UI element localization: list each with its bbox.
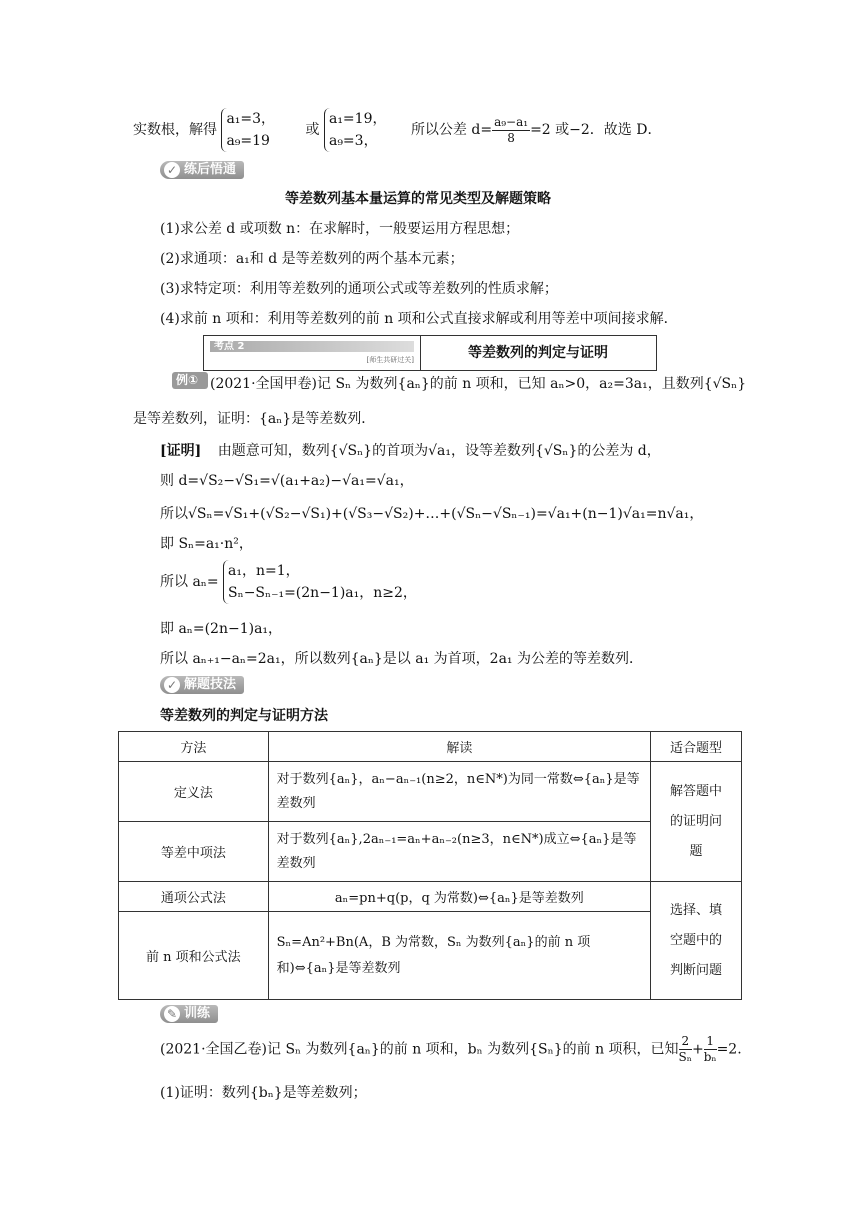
method-name: 等差中项法 xyxy=(119,822,269,882)
difference-fraction xyxy=(492,115,530,146)
type-judge: 选择、填空题中的判断问题 xyxy=(651,882,742,1000)
table-row xyxy=(119,882,742,912)
system-1-eq2: a₉=19 xyxy=(226,133,270,149)
system-2 xyxy=(324,108,387,152)
system-2-eq1: a₁=19， xyxy=(328,111,387,127)
fraction-denominator: bₙ xyxy=(703,1050,717,1064)
training-question-1: (1)证明：数列{bₙ}是等差数列； xyxy=(160,1085,367,1101)
proof-text: 由题意可知，数列{√Sₙ}的首项为√a₁，设等差数列{√Sₙ}的公差为 d， xyxy=(217,443,661,459)
fraction-numerator: a₉−a₁ xyxy=(494,114,529,129)
method-desc: Sₙ=An²+Bn(A，B 为常数，Sₙ 为数列{aₙ}的前 n 项和)⇔{aₙ}是等差数列 xyxy=(268,912,650,1000)
kaodian-tag: [师生共研过关] xyxy=(366,356,414,364)
strategy-item: (2)求通项：a₁和 d 是等差数列的两个基本元素； xyxy=(160,251,464,267)
proof-line-7: 所以 aₙ₊₁−aₙ=2a₁，所以数列{aₙ}是以 a₁ 为首项，2a₁ 为公差的等差数列． xyxy=(160,651,643,667)
method-name: 前 n 项和公式法 xyxy=(119,912,269,1000)
methods-table xyxy=(118,731,742,1000)
fraction-1-over-bn xyxy=(704,1034,717,1065)
method-desc: 对于数列{aₙ},2aₙ₋₁=aₙ+aₙ₋₂(n≥3，n∈N*)成立⇔{aₙ}是等差数列 xyxy=(268,822,650,882)
technique-badge xyxy=(160,676,244,694)
header-type: 适合题型 xyxy=(651,732,742,762)
kaodian-title: 等差数列的判定与证明 xyxy=(468,345,608,361)
proof-line-3: 所以√Sₙ=√S₁+(√S₂−√S₁)+(√S₃−√S₂)+…+(√Sₙ−√Sₙ₋₁)=√a₁+(n−1)√a₁=n√a₁， xyxy=(160,506,704,522)
table-row xyxy=(119,822,742,882)
training-line-1 xyxy=(160,1034,742,1065)
pencil-icon: ✎ xyxy=(164,1006,180,1022)
training-badge xyxy=(160,1005,218,1023)
method-desc: 对于数列{aₙ}，aₙ−aₙ₋₁(n≥2，n∈N*)为同一常数⇔{aₙ}是等差数列 xyxy=(268,762,650,822)
table-row xyxy=(119,762,742,822)
table-header-row xyxy=(119,732,742,762)
header-desc: 解读 xyxy=(268,732,650,762)
training-suffix: =2. xyxy=(716,1041,742,1058)
conclusion-suffix: =2 或−2．故选 D． xyxy=(530,122,662,138)
piecewise-prefix: 所以 aₙ= xyxy=(160,574,219,590)
method-desc: aₙ=pn+q(p，q 为常数)⇔{aₙ}是等差数列 xyxy=(268,882,650,912)
technique-badge-label: 解题技法 xyxy=(184,677,237,692)
methods-title: 等差数列的判定与证明方法 xyxy=(160,708,328,724)
fraction-denominator: 8 xyxy=(507,130,515,145)
proof-line-6: 即 aₙ=(2n−1)a₁， xyxy=(160,621,283,637)
strategy-title: 等差数列基本量运算的常见类型及解题策略 xyxy=(285,191,551,207)
proof-piecewise xyxy=(160,560,417,604)
system-1 xyxy=(221,108,275,152)
piecewise-case-2: Sₙ−Sₙ₋₁=(2n−1)a₁，n≥2， xyxy=(228,585,417,601)
check-icon: ✓ xyxy=(164,677,180,693)
or-word: 或 xyxy=(305,122,320,138)
proof-line-2: 则 d=√S₂−√S₁=√(a₁+a₂)−√a₁=√a₁， xyxy=(160,473,414,489)
method-name: 定义法 xyxy=(119,762,269,822)
intro-prefix: 实数根，解得 xyxy=(133,122,217,138)
conclusion-prefix: 所以公差 d= xyxy=(410,122,493,138)
fraction-denominator: Sₙ xyxy=(678,1050,692,1064)
fraction-2-over-Sn xyxy=(679,1034,692,1065)
intro-line xyxy=(133,108,661,152)
table-row xyxy=(119,912,742,1000)
example-badge: 例① xyxy=(172,372,208,389)
system-2-eq2: a₉=3， xyxy=(328,133,378,149)
strategy-item: (4)求前 n 项和：利用等差数列的前 n 项和公式直接求解或利用等差中项间接求解． xyxy=(160,311,678,327)
practice-badge-label: 练后悟通 xyxy=(184,162,237,177)
kaodian-left xyxy=(204,336,421,370)
piecewise-case-1: a₁，n=1， xyxy=(228,563,300,579)
system-1-eq1: a₁=3， xyxy=(226,111,276,127)
type-proof: 解答题中的证明问题 xyxy=(651,762,742,882)
training-badge-label: 训练 xyxy=(184,1006,211,1021)
fraction-numerator: 2 xyxy=(679,1034,692,1050)
check-icon: ✓ xyxy=(164,162,180,178)
method-name: 通项公式法 xyxy=(119,882,269,912)
plus-sign: + xyxy=(691,1041,704,1058)
proof-label: [证明] xyxy=(160,443,202,459)
proof-line-1 xyxy=(160,440,661,460)
header-method: 方法 xyxy=(119,732,269,762)
example-line-2: 是等差数列，证明：{aₙ}是等差数列． xyxy=(133,411,376,427)
practice-badge xyxy=(160,161,244,179)
training-text: (2021·全国乙卷)记 Sₙ 为数列{aₙ}的前 n 项和，bₙ 为数列{Sₙ}的前 n 项积，已知 xyxy=(160,1041,679,1058)
strategy-item: (1)求公差 d 或项数 n：在求解时，一般要运用方程思想； xyxy=(160,221,520,237)
kaodian-box xyxy=(203,335,657,371)
fraction-numerator: 1 xyxy=(704,1034,717,1050)
strategy-item: (3)求特定项：利用等差数列的通项公式或等差数列的性质求解； xyxy=(160,281,558,297)
proof-line-4: 即 Sₙ=a₁·n²， xyxy=(160,536,253,552)
kaodian-label: 考点 2 xyxy=(210,341,414,352)
piecewise-brace xyxy=(223,560,417,604)
example-line-1: (2021·全国甲卷)记 Sₙ 为数列{aₙ}的前 n 项和，已知 aₙ>0，a₂=3a₁，且数列{√Sₙ} xyxy=(210,376,747,392)
